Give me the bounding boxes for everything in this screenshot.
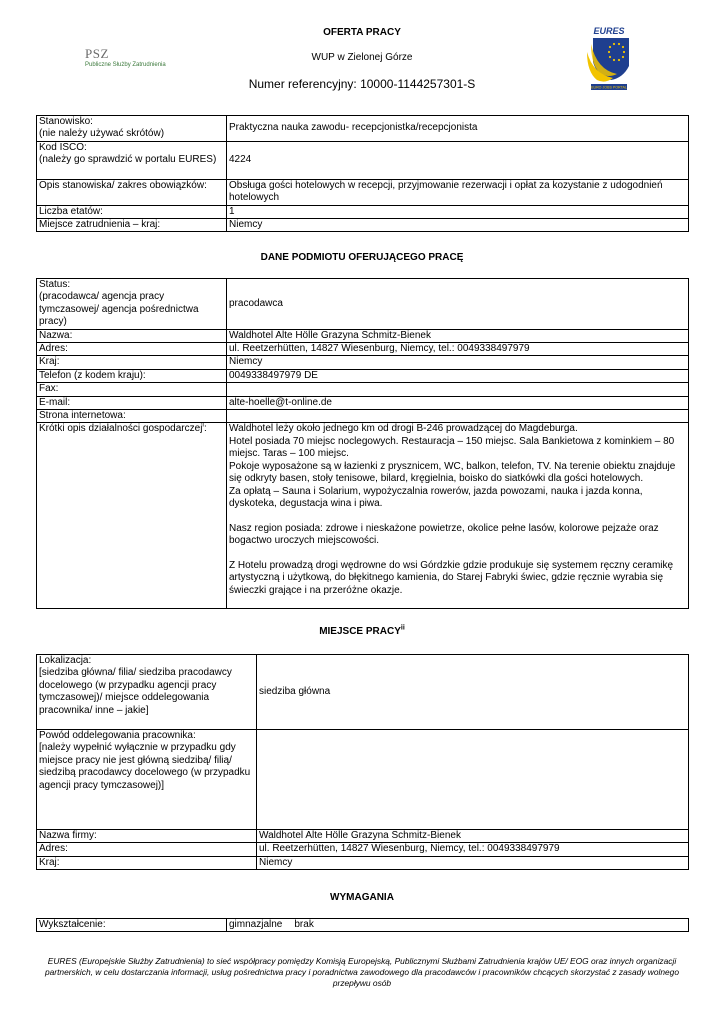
education-value-cell	[227, 919, 689, 932]
job-title-label: Stanowisko: (nie należy używać skrótów)	[37, 116, 227, 142]
workplace-heading-text: MIEJSCE PRACY	[319, 626, 401, 637]
footnote-marker: i	[202, 422, 204, 430]
eures-logo-graphic	[583, 26, 635, 92]
employer-name-label: Nazwa:	[37, 329, 227, 342]
table-row	[37, 383, 689, 396]
job-description-label: Opis stanowiska/ zakres obowiązków:	[37, 179, 227, 205]
location-value: siedziba główna	[257, 655, 689, 730]
employer-desc-label-suffix: :	[203, 423, 207, 435]
requirements-table	[36, 918, 689, 932]
job-table	[36, 115, 689, 232]
employer-country-label: Kraj:	[37, 356, 227, 369]
employer-email-label: E-mail:	[37, 396, 227, 409]
psz-logo	[85, 46, 166, 68]
table-row	[37, 856, 689, 869]
workplace-address-value: ul. Reetzerhütten, 14827 Wiesenburg, Niemcy, tel.: 0049338497979	[257, 843, 689, 856]
positions-count-label: Liczba etatów:	[37, 205, 227, 218]
positions-count-value: 1	[227, 205, 689, 218]
psz-logo-subtitle: Publiczne Służby Zatrudnienia	[85, 62, 166, 68]
workplace-country-label: Kraj:	[37, 856, 257, 869]
office-name: WUP w Zielonej Górze	[311, 52, 413, 63]
job-description-value: Obsługa gości hotelowych w recepcji, przyjmowanie rezerwacji i opłat za kozystanie z udogodnień hotelowych	[227, 179, 689, 205]
table-row	[37, 343, 689, 356]
employer-phone-value: 0049338497979 DE	[227, 369, 689, 382]
location-label: Lokalizacja: [siedziba główna/ filia/ siedziba pracodawcy docelowego (w przypadku agencji pracy tymczasowej)/ miejsce oddelegowania pracownika/ inne – jakie]	[37, 655, 257, 730]
workplace-section-heading	[0, 626, 724, 637]
employer-desc-value: Waldhotel leży około jednego km od drogi B-246 prowadzącej do Magdeburga. Hotel posiada 70 miejsc noclegowych. Restauracja – 150 miejsc. Sala Bankietowa z kominkiem – 80 miejsc. Taras – 100 miejsc. Pokoje wyposażone są w łazienki z prysznicem, WC, balkon, telefon, TV. Na terenie obiektu znajduje się odkryty basen, stoły tenisowe, bilard, kręgielnia, boisko do siatkówki dla gości hotelowych. Za opłatą – Sauna i Solarium, wypożyczalnia rowerów, jazda powozami, nauka i jazda konna, dyskoteka, degustacja wina i piwa. Nasz region posiada: zdrowe i nieskażone powietrze, okolice pełne lasów, kolorowe pejzaże oraz bogactwo uroczych miejscowości. Z Hotelu prowadzą drogi wędrowne do wsi Górdzkie gdzie produkuje się systemem ręczny ceramikę artystyczną i użytkową, do błękitnego kamienia, do Starej Fabryki świec, gdzie ręcznie wyrabia się świeczki grające i na przeróżne okazje.	[227, 423, 689, 609]
table-row	[37, 369, 689, 382]
employer-website-label: Strona internetowa:	[37, 410, 227, 423]
table-row	[37, 141, 689, 179]
employer-country-value: Niemcy	[227, 356, 689, 369]
employer-email-value: alte-hoelle@t-online.de	[227, 396, 689, 409]
workplace-country-value: Niemcy	[257, 856, 689, 869]
reference-number: Numer referencyjny: 10000-1144257301-S	[248, 77, 476, 91]
eures-logo-text: EURES	[593, 26, 625, 36]
footer-note: EURES (Europejskie Służby Zatrudnienia) to sieć współpracy pomiędzy Komisją Europejską, Publicznymi Służbami Zatrudnienia krajów UE/ EOG oraz innych organizacji partnerskich, w celu dostarczania informacji, usług pośrednictwa pracy i poradnictwa zawodowego dla pracodawców i pracowników chcących skorzystać z zasady wolnego przepływu osób	[44, 956, 679, 989]
work-country-value: Niemcy	[227, 219, 689, 232]
table-row	[37, 279, 689, 330]
table-row	[37, 205, 689, 218]
delegation-reason-value	[257, 730, 689, 830]
employer-table	[36, 278, 689, 609]
delegation-reason-label: Powód oddelegowania pracownika: [należy wypełnić wyłącznie w przypadku gdy miejsce pracy nie jest główną siedzibą/ filią/ siedzibą pracodawcy docelowego (w przypadku agencji pracy tymczasowej)]	[37, 730, 257, 830]
job-title-value: Praktyczna nauka zawodu- recepcjonistka/recepcjonista	[227, 116, 689, 142]
education-label: Wykształcenie:	[37, 919, 227, 932]
employer-fax-value	[227, 383, 689, 396]
work-country-label: Miejsce zatrudnienia – kraj:	[37, 219, 227, 232]
table-row	[37, 655, 689, 730]
footnote-marker: ii	[400, 624, 405, 632]
table-row	[37, 116, 689, 142]
table-row	[37, 219, 689, 232]
document-title: OFERTA PRACY	[323, 27, 401, 38]
table-row	[37, 396, 689, 409]
employer-section-heading: DANE PODMIOTU OFERUJĄCEGO PRACĘ	[260, 252, 464, 263]
requirements-section-heading: WYMAGANIA	[330, 892, 394, 903]
table-row	[37, 830, 689, 843]
table-row	[37, 410, 689, 423]
company-name-value: Waldhotel Alte Hölle Grazyna Schmitz-Bienek	[257, 830, 689, 843]
table-row	[37, 843, 689, 856]
workplace-address-label: Adres:	[37, 843, 257, 856]
employer-status-label: Status: (pracodawca/ agencja pracy tymczasowej/ agencja pośrednictwa pracy)	[37, 279, 227, 330]
education-value-2: brak	[294, 919, 314, 930]
eures-logo	[583, 26, 635, 92]
table-row	[37, 356, 689, 369]
employer-status-value: pracodawca	[227, 279, 689, 330]
isco-label: Kod ISCO: (należy go sprawdzić w portalu EURES)	[37, 141, 227, 179]
employer-name-value: Waldhotel Alte Hölle Grazyna Schmitz-Bienek	[227, 329, 689, 342]
employer-phone-label: Telefon (z kodem kraju):	[37, 369, 227, 382]
table-row	[37, 919, 689, 932]
employer-address-label: Adres:	[37, 343, 227, 356]
employer-website-value	[227, 410, 689, 423]
company-name-label: Nazwa firmy:	[37, 830, 257, 843]
psz-logo-text: PSZ	[85, 46, 109, 61]
table-row	[37, 329, 689, 342]
employer-desc-label: Krótki opis działalności gospodarczej	[39, 423, 203, 435]
employer-address-value: ul. Reetzerhütten, 14827 Wiesenburg, Niemcy, tel.: 0049338497979	[227, 343, 689, 356]
workplace-table	[36, 654, 689, 870]
isco-value: 4224	[227, 141, 689, 179]
employer-desc-label-cell	[37, 423, 227, 609]
table-row	[37, 730, 689, 830]
eures-logo-subtitle: EURO JOBS PORTAL	[591, 85, 627, 90]
table-row	[37, 179, 689, 205]
education-value: gimnazjalne	[229, 919, 283, 930]
table-row	[37, 423, 689, 609]
employer-fax-label: Fax:	[37, 383, 227, 396]
